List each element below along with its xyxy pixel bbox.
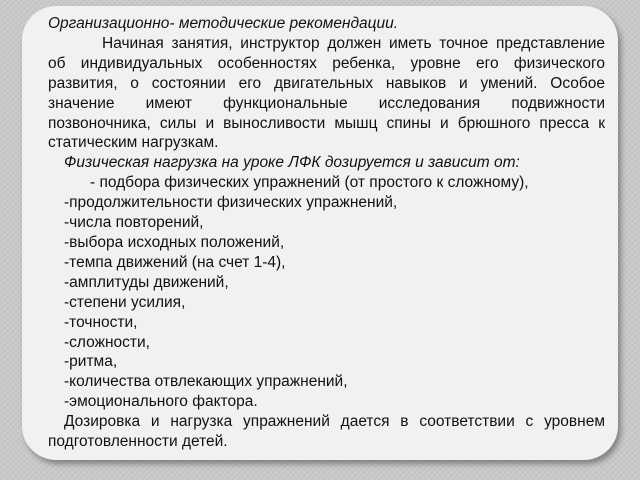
list-item: -точности, [64,313,138,331]
closing-line: подготовленности детей. [48,433,228,451]
list-item: -степени усилия, [64,293,186,311]
intro-line: об индивидуальных особенностях ребенка, уровне его физического [48,54,605,72]
list-item: -количества отвлекающих упражнений, [64,373,348,391]
list-item: -продолжительности физических упражнений, [64,194,398,212]
load-heading: Физическая нагрузка на уроке ЛФК дозируется и зависит от: [64,154,520,172]
intro-line: позвоночника, силы и выносливости мышц спины и брюшного пресса к [48,114,605,132]
intro-line: статическим нагрузкам. [48,134,219,152]
list-item: -ритма, [64,353,118,371]
intro-line: значение имеют функциональные исследования подвижности [48,94,605,112]
text-content [48,14,605,452]
list-item: -сложности, [64,333,150,351]
list-item: -эмоционального фактора. [64,393,258,411]
closing-line: Дозировка и нагрузка упражнений дается в соответствии с уровнем [64,413,605,431]
list-item: - подбора физических упражнений (от простого к сложному), [90,174,529,192]
intro-line: развития, о состоянии его двигательных навыков и умений. Особое [48,74,605,92]
list-item: -амплитуды движений, [64,273,229,291]
list-item: -числа повторений, [64,214,204,232]
heading: Организационно- методические рекомендации. [48,15,399,32]
intro-line: Начиная занятия, инструктор должен иметь точное представление [102,34,605,52]
list-item: -выбора исходных положений, [64,233,285,251]
list-item: -темпа движений (на счет 1-4), [64,253,286,271]
